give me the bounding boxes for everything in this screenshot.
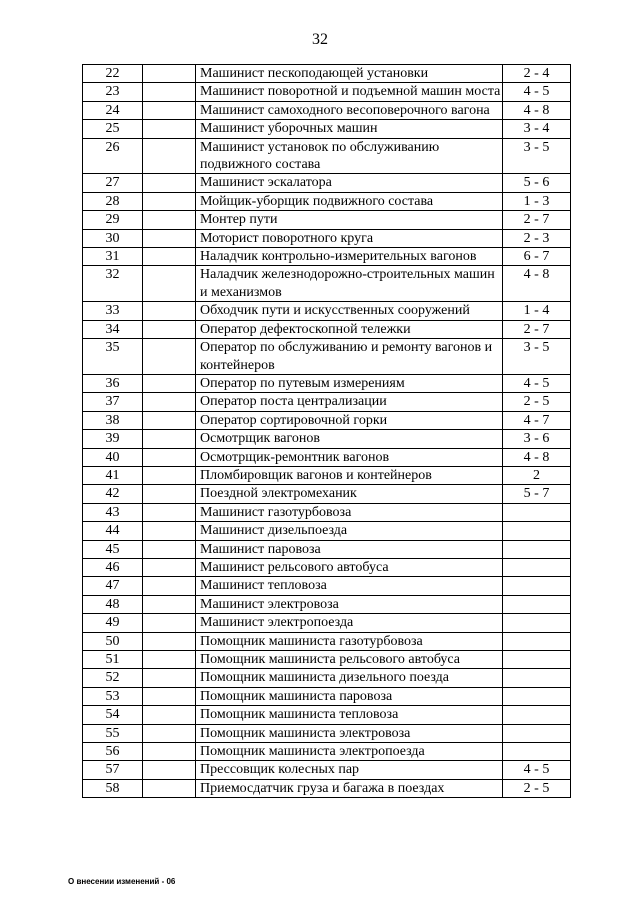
- row-code-cell: [143, 706, 196, 724]
- table-row: [83, 248, 571, 266]
- row-number-cell: 38: [83, 411, 143, 429]
- row-grade-cell: 5 - 7: [503, 485, 571, 503]
- table-row: [83, 174, 571, 192]
- table-row: [83, 374, 571, 392]
- row-grade-cell: 2 - 7: [503, 211, 571, 229]
- row-grade-cell: [503, 595, 571, 613]
- row-code-cell: [143, 138, 196, 174]
- row-code-cell: [143, 522, 196, 540]
- table-row: [83, 448, 571, 466]
- row-code-cell: [143, 595, 196, 613]
- row-code-cell: [143, 540, 196, 558]
- row-title-cell: Приемосдатчик груза и багажа в поездах: [196, 779, 503, 797]
- row-code-cell: [143, 83, 196, 101]
- row-number-cell: 47: [83, 577, 143, 595]
- row-code-cell: [143, 448, 196, 466]
- row-grade-cell: [503, 503, 571, 521]
- row-number-cell: 52: [83, 669, 143, 687]
- row-code-cell: [143, 485, 196, 503]
- row-grade-cell: 2 - 7: [503, 320, 571, 338]
- row-grade-cell: 4 - 5: [503, 83, 571, 101]
- table-row: [83, 669, 571, 687]
- row-grade-cell: 1 - 4: [503, 302, 571, 320]
- row-code-cell: [143, 374, 196, 392]
- row-grade-cell: 2 - 5: [503, 779, 571, 797]
- row-number-cell: 31: [83, 248, 143, 266]
- row-number-cell: 37: [83, 393, 143, 411]
- table-body: [83, 65, 571, 798]
- row-title-cell: Мойщик-уборщик подвижного состава: [196, 192, 503, 210]
- row-number-cell: 51: [83, 651, 143, 669]
- row-title-cell: Оператор сортировочной горки: [196, 411, 503, 429]
- row-number-cell: 36: [83, 374, 143, 392]
- row-code-cell: [143, 743, 196, 761]
- table-row: [83, 65, 571, 83]
- table-row: [83, 706, 571, 724]
- row-grade-cell: 2 - 4: [503, 65, 571, 83]
- row-number-cell: 35: [83, 339, 143, 375]
- row-number-cell: 45: [83, 540, 143, 558]
- row-number-cell: 28: [83, 192, 143, 210]
- table-row: [83, 466, 571, 484]
- row-number-cell: 44: [83, 522, 143, 540]
- table-row: [83, 138, 571, 174]
- row-title-cell: Обходчик пути и искусственных сооружений: [196, 302, 503, 320]
- table-row: [83, 266, 571, 302]
- row-title-cell: Наладчик железнодорожно-строительных машин и механизмов: [196, 266, 503, 302]
- row-grade-cell: 4 - 8: [503, 101, 571, 119]
- table-row: [83, 522, 571, 540]
- row-code-cell: [143, 120, 196, 138]
- row-code-cell: [143, 229, 196, 247]
- row-number-cell: 41: [83, 466, 143, 484]
- table-row: [83, 393, 571, 411]
- row-grade-cell: [503, 724, 571, 742]
- row-code-cell: [143, 577, 196, 595]
- row-code-cell: [143, 411, 196, 429]
- row-grade-cell: [503, 614, 571, 632]
- row-code-cell: [143, 687, 196, 705]
- row-code-cell: [143, 320, 196, 338]
- row-title-cell: Прессовщик колесных пар: [196, 761, 503, 779]
- row-code-cell: [143, 558, 196, 576]
- row-code-cell: [143, 669, 196, 687]
- row-title-cell: Машинист уборочных машин: [196, 120, 503, 138]
- row-grade-cell: 3 - 6: [503, 430, 571, 448]
- row-title-cell: Пломбировщик вагонов и контейнеров: [196, 466, 503, 484]
- row-title-cell: Оператор поста централизации: [196, 393, 503, 411]
- table-row: [83, 211, 571, 229]
- row-code-cell: [143, 724, 196, 742]
- row-title-cell: Оператор по путевым измерениям: [196, 374, 503, 392]
- table-row: [83, 558, 571, 576]
- row-grade-cell: 2 - 5: [503, 393, 571, 411]
- row-grade-cell: 1 - 3: [503, 192, 571, 210]
- row-code-cell: [143, 339, 196, 375]
- row-number-cell: 53: [83, 687, 143, 705]
- row-number-cell: 43: [83, 503, 143, 521]
- row-number-cell: 29: [83, 211, 143, 229]
- row-title-cell: Машинист тепловоза: [196, 577, 503, 595]
- row-title-cell: Помощник машиниста тепловоза: [196, 706, 503, 724]
- table-row: [83, 302, 571, 320]
- row-grade-cell: 4 - 8: [503, 266, 571, 302]
- row-grade-cell: 2: [503, 466, 571, 484]
- table-row: [83, 540, 571, 558]
- row-grade-cell: 3 - 4: [503, 120, 571, 138]
- row-number-cell: 33: [83, 302, 143, 320]
- row-title-cell: Помощник машиниста паровоза: [196, 687, 503, 705]
- row-title-cell: Поездной электромеханик: [196, 485, 503, 503]
- row-number-cell: 39: [83, 430, 143, 448]
- row-grade-cell: 3 - 5: [503, 138, 571, 174]
- row-grade-cell: 4 - 8: [503, 448, 571, 466]
- row-code-cell: [143, 393, 196, 411]
- table-row: [83, 614, 571, 632]
- row-title-cell: Машинист эскалатора: [196, 174, 503, 192]
- row-title-cell: Оператор дефектоскопной тележки: [196, 320, 503, 338]
- row-title-cell: Помощник машиниста дизельного поезда: [196, 669, 503, 687]
- row-title-cell: Моторист поворотного круга: [196, 229, 503, 247]
- row-title-cell: Монтер пути: [196, 211, 503, 229]
- profession-table: [82, 64, 571, 798]
- row-title-cell: Машинист рельсового автобуса: [196, 558, 503, 576]
- table-row: [83, 779, 571, 797]
- row-title-cell: Помощник машиниста газотурбовоза: [196, 632, 503, 650]
- row-title-cell: Помощник машиниста рельсового автобуса: [196, 651, 503, 669]
- row-grade-cell: 4 - 5: [503, 374, 571, 392]
- row-code-cell: [143, 651, 196, 669]
- row-number-cell: 42: [83, 485, 143, 503]
- row-number-cell: 54: [83, 706, 143, 724]
- row-code-cell: [143, 174, 196, 192]
- row-number-cell: 46: [83, 558, 143, 576]
- row-number-cell: 57: [83, 761, 143, 779]
- row-code-cell: [143, 632, 196, 650]
- row-title-cell: Машинист газотурбовоза: [196, 503, 503, 521]
- row-number-cell: 32: [83, 266, 143, 302]
- row-title-cell: Машинист пескоподающей установки: [196, 65, 503, 83]
- row-grade-cell: 3 - 5: [503, 339, 571, 375]
- row-code-cell: [143, 302, 196, 320]
- table-row: [83, 595, 571, 613]
- footer-note: О внесении изменений - 06: [68, 877, 176, 886]
- row-grade-cell: [503, 669, 571, 687]
- row-number-cell: 25: [83, 120, 143, 138]
- row-number-cell: 58: [83, 779, 143, 797]
- row-title-cell: Машинист электропоезда: [196, 614, 503, 632]
- row-code-cell: [143, 614, 196, 632]
- table-row: [83, 83, 571, 101]
- table-row: [83, 503, 571, 521]
- row-code-cell: [143, 266, 196, 302]
- row-number-cell: 23: [83, 83, 143, 101]
- row-title-cell: Машинист поворотной и подъемной машин моста: [196, 83, 503, 101]
- row-grade-cell: 6 - 7: [503, 248, 571, 266]
- table-row: [83, 743, 571, 761]
- page-number: 32: [312, 31, 328, 48]
- row-code-cell: [143, 248, 196, 266]
- table-row: [83, 687, 571, 705]
- row-number-cell: 34: [83, 320, 143, 338]
- row-grade-cell: 5 - 6: [503, 174, 571, 192]
- table-row: [83, 339, 571, 375]
- table-row: [83, 229, 571, 247]
- table-row: [83, 192, 571, 210]
- row-grade-cell: 4 - 7: [503, 411, 571, 429]
- row-code-cell: [143, 761, 196, 779]
- row-title-cell: Машинист паровоза: [196, 540, 503, 558]
- row-code-cell: [143, 101, 196, 119]
- row-grade-cell: [503, 577, 571, 595]
- row-number-cell: 40: [83, 448, 143, 466]
- row-title-cell: Помощник машиниста электровоза: [196, 724, 503, 742]
- table-row: [83, 577, 571, 595]
- row-grade-cell: [503, 632, 571, 650]
- row-title-cell: Оператор по обслуживанию и ремонту вагонов и контейнеров: [196, 339, 503, 375]
- row-number-cell: 26: [83, 138, 143, 174]
- table-row: [83, 485, 571, 503]
- row-code-cell: [143, 503, 196, 521]
- row-title-cell: Наладчик контрольно-измерительных вагонов: [196, 248, 503, 266]
- table-row: [83, 632, 571, 650]
- row-number-cell: 49: [83, 614, 143, 632]
- row-title-cell: Осмотрщик вагонов: [196, 430, 503, 448]
- row-code-cell: [143, 466, 196, 484]
- row-title-cell: Осмотрщик-ремонтник вагонов: [196, 448, 503, 466]
- table-row: [83, 651, 571, 669]
- row-grade-cell: [503, 522, 571, 540]
- row-number-cell: 27: [83, 174, 143, 192]
- table-row: [83, 101, 571, 119]
- row-grade-cell: [503, 743, 571, 761]
- row-title-cell: Машинист электровоза: [196, 595, 503, 613]
- row-number-cell: 55: [83, 724, 143, 742]
- row-title-cell: Машинист установок по обслуживанию подвижного состава: [196, 138, 503, 174]
- row-code-cell: [143, 430, 196, 448]
- table-row: [83, 120, 571, 138]
- row-grade-cell: [503, 706, 571, 724]
- row-number-cell: 30: [83, 229, 143, 247]
- table-row: [83, 724, 571, 742]
- row-grade-cell: 4 - 5: [503, 761, 571, 779]
- table-row: [83, 761, 571, 779]
- row-title-cell: Машинист дизельпоезда: [196, 522, 503, 540]
- row-code-cell: [143, 192, 196, 210]
- table-row: [83, 320, 571, 338]
- row-number-cell: 56: [83, 743, 143, 761]
- row-grade-cell: [503, 687, 571, 705]
- row-title-cell: Машинист самоходного весоповерочного вагона: [196, 101, 503, 119]
- row-number-cell: 22: [83, 65, 143, 83]
- table-row: [83, 430, 571, 448]
- row-grade-cell: 2 - 3: [503, 229, 571, 247]
- row-grade-cell: [503, 558, 571, 576]
- row-number-cell: 24: [83, 101, 143, 119]
- row-code-cell: [143, 65, 196, 83]
- row-grade-cell: [503, 540, 571, 558]
- row-title-cell: Помощник машиниста электропоезда: [196, 743, 503, 761]
- table-row: [83, 411, 571, 429]
- row-number-cell: 48: [83, 595, 143, 613]
- row-code-cell: [143, 779, 196, 797]
- row-code-cell: [143, 211, 196, 229]
- row-grade-cell: [503, 651, 571, 669]
- row-number-cell: 50: [83, 632, 143, 650]
